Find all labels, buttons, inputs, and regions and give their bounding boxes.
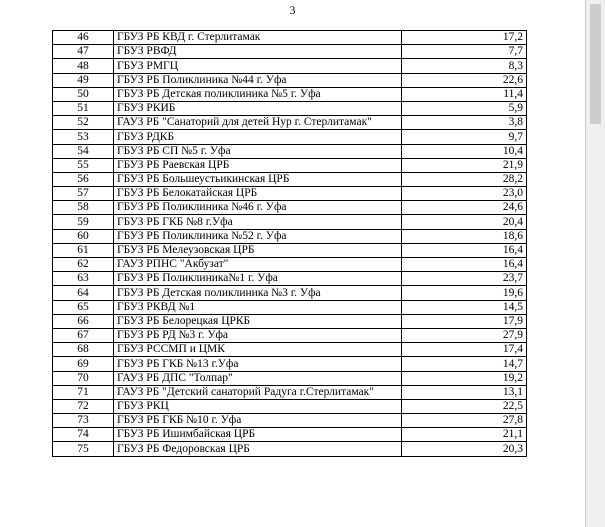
- institution-name-cell: ГАУЗ РБ ДПС "Толпар": [113, 371, 401, 385]
- data-table: [52, 30, 527, 457]
- institution-name-cell: ГАУЗ РБ "Детский санаторий Радуга г.Стерлитамак": [113, 385, 401, 399]
- institution-name-cell: ГБУЗ РБ Поликлиника№1 г. Уфа: [113, 272, 401, 286]
- row-number-cell: 51: [53, 101, 114, 115]
- table-row: [53, 300, 527, 314]
- row-number-cell: 47: [53, 45, 114, 59]
- value-cell: 21,9: [402, 158, 527, 172]
- institution-name-cell: ГБУЗ РБ Белорецкая ЦРКБ: [113, 314, 401, 328]
- value-cell: 27,8: [402, 414, 527, 428]
- institution-name-cell: ГАУЗ РПНС "Акбузат": [113, 258, 401, 272]
- row-number-cell: 72: [53, 399, 114, 413]
- row-number-cell: 71: [53, 385, 114, 399]
- row-number-cell: 70: [53, 371, 114, 385]
- value-cell: 16,4: [402, 243, 527, 257]
- table-row: [53, 229, 527, 243]
- table-row: [53, 258, 527, 272]
- row-number-cell: 67: [53, 328, 114, 342]
- value-cell: 17,9: [402, 314, 527, 328]
- row-number-cell: 74: [53, 428, 114, 442]
- value-cell: 13,1: [402, 385, 527, 399]
- row-number-cell: 50: [53, 87, 114, 101]
- table-row: [53, 158, 527, 172]
- institution-name-cell: ГБУЗ РКИБ: [113, 101, 401, 115]
- value-cell: 17,2: [402, 31, 527, 45]
- table-row: [53, 101, 527, 115]
- value-cell: 18,6: [402, 229, 527, 243]
- institution-name-cell: ГБУЗ РКЦ: [113, 399, 401, 413]
- institution-name-cell: ГБУЗ РБ Детская поликлиника №3 г. Уфа: [113, 286, 401, 300]
- value-cell: 7,7: [402, 45, 527, 59]
- value-cell: 16,4: [402, 258, 527, 272]
- table-row: [53, 371, 527, 385]
- row-number-cell: 46: [53, 31, 114, 45]
- row-number-cell: 56: [53, 172, 114, 186]
- row-number-cell: 54: [53, 144, 114, 158]
- table-row: [53, 59, 527, 73]
- value-cell: 22,5: [402, 399, 527, 413]
- institution-name-cell: ГБУЗ РБ ГКБ №13 г.Уфа: [113, 357, 401, 371]
- vertical-scrollbar[interactable]: [585, 0, 605, 527]
- institution-name-cell: ГБУЗ РБ Мелеузовская ЦРБ: [113, 243, 401, 257]
- row-number-cell: 58: [53, 201, 114, 215]
- institution-name-cell: ГАУЗ РБ "Санаторий для детей Нур г. Стерлитамак": [113, 116, 401, 130]
- table-row: [53, 414, 527, 428]
- row-number-cell: 60: [53, 229, 114, 243]
- institution-name-cell: ГБУЗ РБ Поликлиника №46 г. Уфа: [113, 201, 401, 215]
- value-cell: 5,9: [402, 101, 527, 115]
- institution-name-cell: ГБУЗ РКВД №1: [113, 300, 401, 314]
- table-row: [53, 73, 527, 87]
- value-cell: 23,7: [402, 272, 527, 286]
- value-cell: 11,4: [402, 87, 527, 101]
- table-body: [53, 31, 527, 457]
- institution-name-cell: ГБУЗ РБ Поликлиника №52 г. Уфа: [113, 229, 401, 243]
- page-number: 3: [289, 3, 296, 17]
- institution-name-cell: ГБУЗ РБ ГКБ №10 г. Уфа: [113, 414, 401, 428]
- table-row: [53, 116, 527, 130]
- table-row: [53, 343, 527, 357]
- institution-name-cell: ГБУЗ РБ Большеустьикинская ЦРБ: [113, 172, 401, 186]
- value-cell: 20,4: [402, 215, 527, 229]
- table-row: [53, 399, 527, 413]
- institution-name-cell: ГБУЗ РБ Поликлиника №44 г. Уфа: [113, 73, 401, 87]
- table-row: [53, 172, 527, 186]
- row-number-cell: 59: [53, 215, 114, 229]
- value-cell: 21,1: [402, 428, 527, 442]
- table-row: [53, 144, 527, 158]
- value-cell: 10,4: [402, 144, 527, 158]
- table-row: [53, 272, 527, 286]
- value-cell: 14,5: [402, 300, 527, 314]
- row-number-cell: 62: [53, 258, 114, 272]
- institution-name-cell: ГБУЗ РБ РД №3 г. Уфа: [113, 328, 401, 342]
- row-number-cell: 64: [53, 286, 114, 300]
- table-row: [53, 87, 527, 101]
- institution-name-cell: ГБУЗ РВФД: [113, 45, 401, 59]
- table-row: [53, 201, 527, 215]
- value-cell: 24,6: [402, 201, 527, 215]
- institution-name-cell: ГБУЗ РБ КВД г. Стерлитамак: [113, 31, 401, 45]
- value-cell: 17,4: [402, 343, 527, 357]
- table-row: [53, 328, 527, 342]
- table-row: [53, 243, 527, 257]
- row-number-cell: 55: [53, 158, 114, 172]
- table-row: [53, 357, 527, 371]
- row-number-cell: 57: [53, 187, 114, 201]
- value-cell: 14,7: [402, 357, 527, 371]
- institution-name-cell: ГБУЗ РБ СП №5 г. Уфа: [113, 144, 401, 158]
- institution-name-cell: ГБУЗ РБ Раевская ЦРБ: [113, 158, 401, 172]
- value-cell: 19,6: [402, 286, 527, 300]
- value-cell: 27,9: [402, 328, 527, 342]
- institution-name-cell: ГБУЗ РБ Ишимбайская ЦРБ: [113, 428, 401, 442]
- table-row: [53, 442, 527, 456]
- table-row: [53, 187, 527, 201]
- scrollbar-thumb[interactable]: [590, 4, 601, 124]
- row-number-cell: 52: [53, 116, 114, 130]
- row-number-cell: 73: [53, 414, 114, 428]
- row-number-cell: 75: [53, 442, 114, 456]
- institution-name-cell: ГБУЗ РДКБ: [113, 130, 401, 144]
- row-number-cell: 49: [53, 73, 114, 87]
- value-cell: 3,8: [402, 116, 527, 130]
- institution-name-cell: ГБУЗ РБ Белокатайская ЦРБ: [113, 187, 401, 201]
- table-row: [53, 130, 527, 144]
- row-number-cell: 69: [53, 357, 114, 371]
- value-cell: 28,2: [402, 172, 527, 186]
- row-number-cell: 63: [53, 272, 114, 286]
- institution-name-cell: ГБУЗ РМГЦ: [113, 59, 401, 73]
- table-row: [53, 286, 527, 300]
- value-cell: 9,7: [402, 130, 527, 144]
- value-cell: 23,0: [402, 187, 527, 201]
- value-cell: 8,3: [402, 59, 527, 73]
- institution-name-cell: ГБУЗ РССМП и ЦМК: [113, 343, 401, 357]
- row-number-cell: 48: [53, 59, 114, 73]
- table-row: [53, 385, 527, 399]
- value-cell: 22,6: [402, 73, 527, 87]
- table-row: [53, 428, 527, 442]
- table-row: [53, 45, 527, 59]
- institution-name-cell: ГБУЗ РБ ГКБ №8 г.Уфа: [113, 215, 401, 229]
- row-number-cell: 53: [53, 130, 114, 144]
- row-number-cell: 61: [53, 243, 114, 257]
- row-number-cell: 66: [53, 314, 114, 328]
- table-row: [53, 314, 527, 328]
- value-cell: 19,2: [402, 371, 527, 385]
- table-row: [53, 31, 527, 45]
- row-number-cell: 65: [53, 300, 114, 314]
- institution-name-cell: ГБУЗ РБ Детская поликлиника №5 г. Уфа: [113, 87, 401, 101]
- table-row: [53, 215, 527, 229]
- institution-name-cell: ГБУЗ РБ Федоровская ЦРБ: [113, 442, 401, 456]
- value-cell: 20,3: [402, 442, 527, 456]
- row-number-cell: 68: [53, 343, 114, 357]
